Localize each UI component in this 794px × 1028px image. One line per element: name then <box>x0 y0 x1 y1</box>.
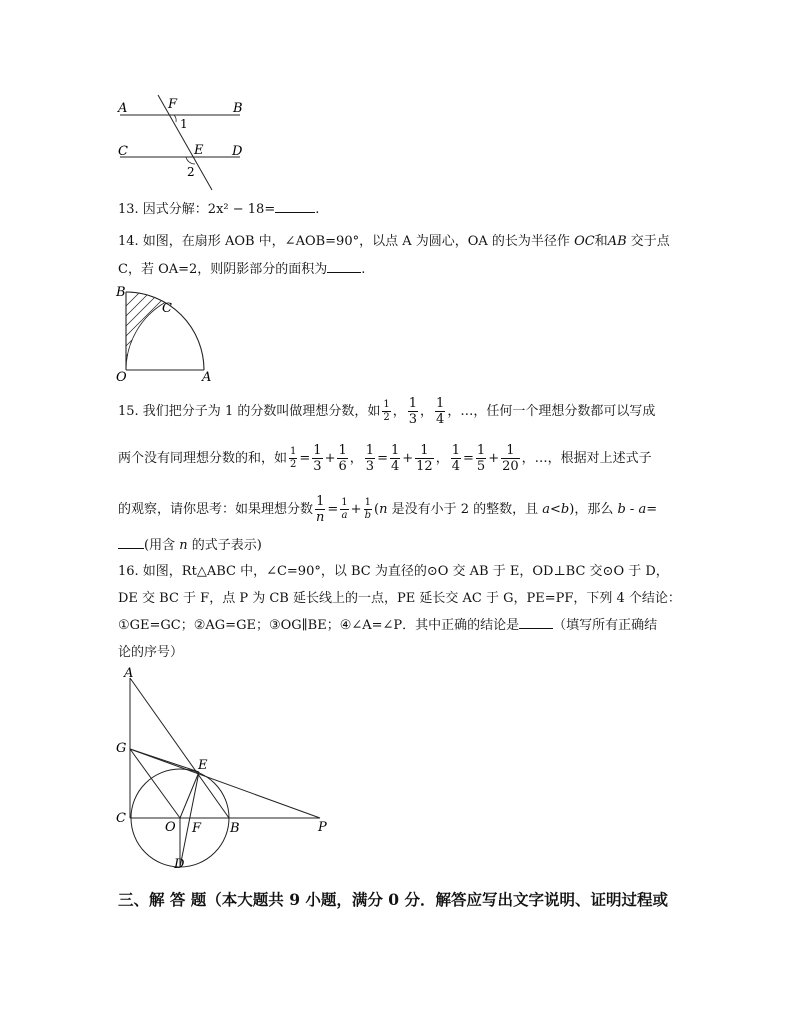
label-o: O <box>165 820 176 835</box>
question-16-line-3: ①GE=GC；②AG=GE；③OG∥BE；④∠A=∠P．其中正确的结论是 （填写所有正确结 <box>118 618 658 633</box>
label-e: E <box>198 758 208 773</box>
label-e: E <box>194 143 204 158</box>
fraction-1-a: $\frac{1}{a}$ <box>341 497 348 521</box>
q14-end: . <box>361 262 366 277</box>
fraction-1-n: $\frac{1}{n}$ <box>316 494 325 525</box>
question-16-line-1: 16. 如图，Rt△ABC 中，∠C=90°，以 BC 为直径的⊙O 交 AB 于 E，OD⊥BC 交⊙O 于 D， <box>118 564 669 579</box>
segment-ab <box>130 678 229 818</box>
shaded-region <box>126 292 165 370</box>
label-o: O <box>116 370 127 385</box>
fraction-1-b: $\frac{1}{b}$ <box>364 497 371 521</box>
question-14-line-2 <box>118 260 365 280</box>
question-15-line-4: (用含 n 的式子表示) <box>118 536 262 556</box>
label-g: G <box>116 741 127 756</box>
label-a: A <box>202 370 212 385</box>
parallel-lines-figure <box>112 92 252 192</box>
q15-p2a: 两个没有同理想分数的和，如 <box>118 451 288 466</box>
segment-oe <box>180 772 199 818</box>
q15-p1a: 15. 我们把分子为 1 的分数叫做理想分数，如 <box>118 404 381 419</box>
q13-answer-blank <box>275 212 315 213</box>
label-b: B <box>116 285 126 300</box>
question-16-line-4: 论的序号） <box>118 645 184 660</box>
question-15-line-2: 两个没有同理想分数的和，如 $\frac{1}{2}$ = $\frac{1}{3}$ + $\frac{1}{6}$ ， $\frac{1}{3}$ = $\frac{1}{4}$ + $\frac{1}{12}$ ， $\frac{1}{4}$ = $\frac{1}{5}$ + $\frac{1}{20}$ ，…，根据对上述式子 <box>118 443 652 474</box>
label-c: C <box>118 144 128 159</box>
label-a: A <box>124 666 134 681</box>
q15-p2b: ，…，根据对上述式子 <box>521 451 652 466</box>
q14-arc-ab: AB <box>607 234 627 249</box>
q13-text: 13. 因式分解：2x² − 18= <box>118 202 276 217</box>
question-16-line-2: DE 交 BC 于 F，点 P 为 CB 延长线上的一点，PE 延长交 AC 于 G，PE=PF，下列 4 个结论： <box>118 591 681 606</box>
fraction-1-4: $\frac{1}{4}$ <box>436 396 445 427</box>
label-f: F <box>168 97 178 112</box>
label-d: D <box>174 857 185 870</box>
q14-line1-mid: 和 <box>594 234 608 249</box>
label-f: F <box>192 821 202 836</box>
label-2: 2 <box>187 165 195 179</box>
q15-answer-blank <box>118 548 144 549</box>
sector-figure <box>110 282 222 386</box>
circle-triangle-figure <box>112 664 336 870</box>
q14-line1-post: 交于点 <box>626 234 670 249</box>
label-c: C <box>116 811 126 826</box>
question-15-line-3: 的观察，请你思考：如果理想分数 $\frac{1}{n}$ = $\frac{1}{a}$ + $\frac{1}{b}$ (n 是没有小于 2 的整数，且 a<b)，那么 b - a= <box>118 494 658 525</box>
q14-arc-oc: OC <box>574 234 595 249</box>
q15-p1b: ，…，任何一个理想分数都可以写成 <box>447 404 656 419</box>
section-3-heading: 三、解 答 题（本大题共 9 小题，满分 0 分．解答应写出文字说明、证明过程或 <box>118 890 668 909</box>
segment-og <box>130 749 180 818</box>
angle-1-arc <box>174 115 176 122</box>
fraction-1-3: $\frac{1}{3}$ <box>408 396 418 427</box>
label-a: A <box>118 101 128 116</box>
label-b: B <box>233 101 243 116</box>
segment-gp <box>130 749 320 818</box>
question-15-line-1: 15. 我们把分子为 1 的分数叫做理想分数，如 $\frac{1}{2}$ ， $\frac{1}{3}$ ， $\frac{1}{4}$ ，…，任何一个理想分数都可以写成 <box>118 396 656 427</box>
label-c: C <box>162 301 172 316</box>
q13-end: . <box>315 202 320 217</box>
transversal-line <box>158 95 212 190</box>
q14-answer-blank <box>327 272 361 273</box>
q14-line2: C，若 OA=2，则阴影部分的面积为 <box>118 262 328 277</box>
segment-de <box>180 772 199 867</box>
label-d: D <box>232 144 243 159</box>
question-14-line-1 <box>118 232 670 252</box>
q16-answer-blank <box>519 628 553 629</box>
label-b: B <box>230 821 240 836</box>
question-13 <box>118 200 319 220</box>
label-p: P <box>318 820 327 835</box>
label-1: 1 <box>180 117 188 131</box>
q14-line1-pre: 14. 如图，在扇形 AOB 中，∠AOB=90°，以点 A 为圆心，OA 的长为半径作 <box>118 234 575 249</box>
q15-p3a: 的观察，请你思考：如果理想分数 <box>118 502 314 517</box>
fraction-1-2: $\frac{1}{2}$ <box>383 399 390 423</box>
